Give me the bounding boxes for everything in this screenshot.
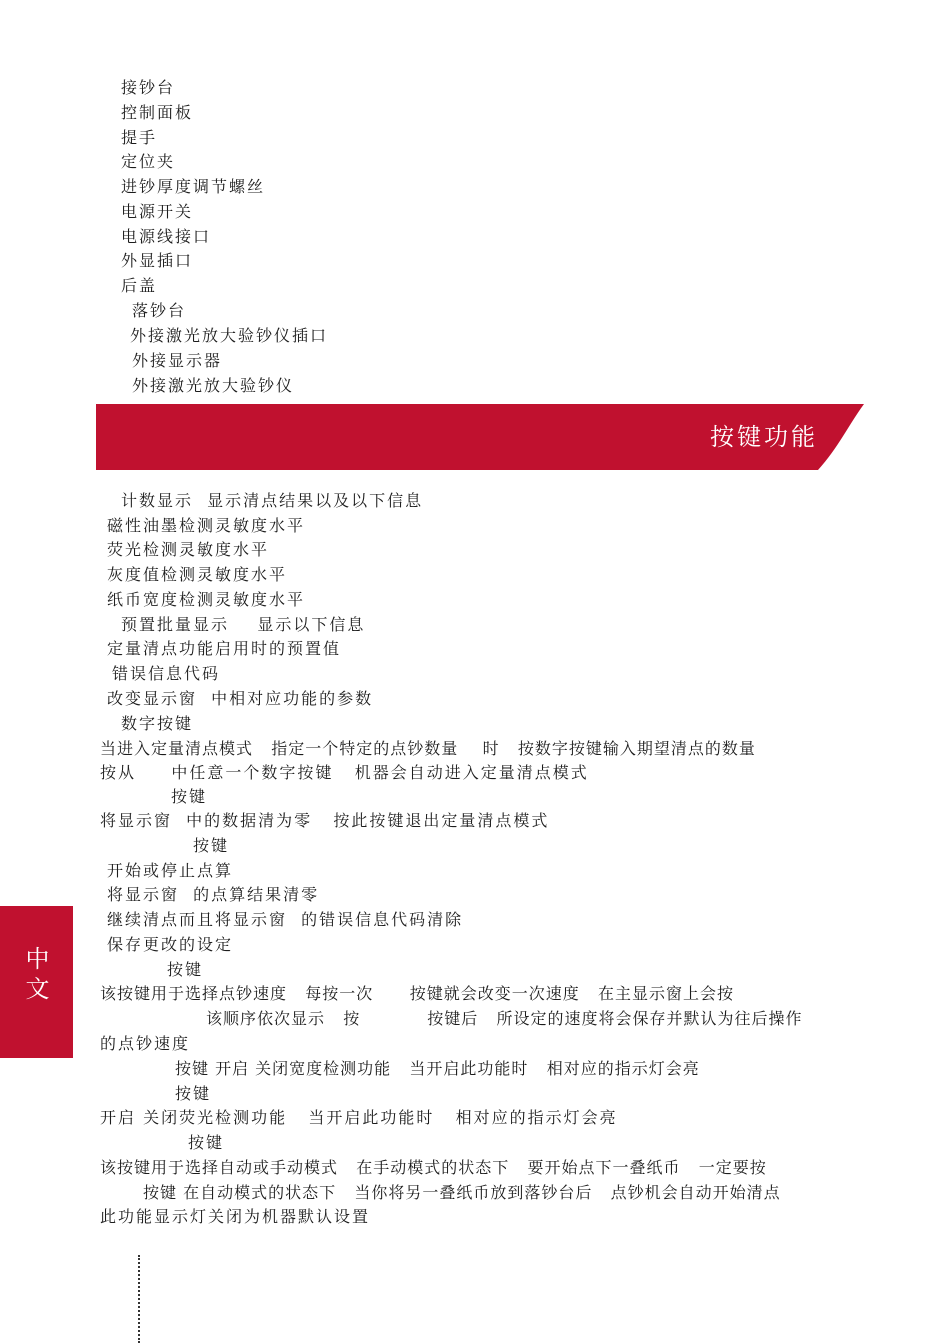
section-title: 按键功能 bbox=[710, 423, 818, 451]
function-line: 开始或停止点算 bbox=[107, 861, 234, 880]
part-item: 进钞厚度调节螺丝 bbox=[121, 177, 266, 196]
part-item: 接钞台 bbox=[121, 78, 176, 97]
function-line: 数字按键 bbox=[121, 714, 194, 733]
function-line: 荧光检测灵敏度水平 bbox=[107, 540, 270, 559]
function-line: 将显示窗 的点算结果清零 bbox=[107, 885, 320, 904]
part-item: 提手 bbox=[121, 128, 158, 147]
function-line: 按键 bbox=[188, 1133, 225, 1152]
part-item: 外接显示器 bbox=[132, 351, 223, 370]
function-line: 按键 开启 关闭宽度检测功能 当开启此功能时 相对应的指示灯会亮 bbox=[175, 1059, 700, 1078]
function-line: 当进入定量清点模式 指定一个特定的点钞数量 时 按数字按键输入期望清点的数量 bbox=[100, 739, 756, 758]
part-item: 后盖 bbox=[121, 276, 158, 295]
function-line: 按从 中任意一个数字按键 机器会自动进入定量清点模式 bbox=[100, 763, 589, 782]
function-line: 开启 关闭荧光检测功能 当开启此功能时 相对应的指示灯会亮 bbox=[100, 1108, 618, 1127]
function-line: 按键 在自动模式的状态下 当你将另一叠纸币放到落钞台后 点钞机会自动开始清点 bbox=[143, 1183, 781, 1202]
function-line: 灰度值检测灵敏度水平 bbox=[107, 565, 288, 584]
function-line: 按键 bbox=[175, 1084, 212, 1103]
function-line: 按键 bbox=[193, 836, 230, 855]
function-line: 计数显示 显示清点结果以及以下信息 bbox=[121, 491, 424, 510]
function-line: 按键 bbox=[167, 960, 204, 979]
function-line: 的点钞速度 bbox=[100, 1034, 191, 1053]
dotted-guide-line bbox=[138, 1255, 140, 1343]
part-item: 控制面板 bbox=[121, 103, 194, 122]
function-line: 该顺序依次显示 按 按键后 所设定的速度将会保存并默认为往后操作 bbox=[206, 1009, 803, 1028]
language-side-tab bbox=[0, 906, 73, 1058]
function-line: 改变显示窗 中相对应功能的参数 bbox=[107, 689, 374, 708]
function-line: 该按键用于选择自动或手动模式 在手动模式的状态下 要开始点下一叠纸币 一定要按 bbox=[100, 1158, 767, 1177]
function-line: 将显示窗 中的数据清为零 按此按键退出定量清点模式 bbox=[100, 811, 550, 830]
function-line: 磁性油墨检测灵敏度水平 bbox=[107, 516, 306, 535]
function-line: 该按键用于选择点钞速度 每按一次 按键就会改变一次速度 在主显示窗上会按 bbox=[100, 984, 735, 1003]
function-line: 定量清点功能启用时的预置值 bbox=[107, 639, 342, 658]
part-item: 电源开关 bbox=[121, 202, 194, 221]
part-item: 外显插口 bbox=[121, 251, 194, 270]
part-item: 落钞台 bbox=[132, 301, 187, 320]
part-item: 电源线接口 bbox=[121, 227, 212, 246]
function-line: 错误信息代码 bbox=[112, 664, 221, 683]
function-line: 预置批量显示 显示以下信息 bbox=[121, 615, 366, 634]
function-line: 此功能显示灯关闭为机器默认设置 bbox=[100, 1207, 371, 1226]
function-line: 保存更改的设定 bbox=[107, 935, 234, 954]
language-label: 中文 bbox=[21, 946, 49, 1006]
section-banner bbox=[96, 404, 864, 470]
function-line: 继续清点而且将显示窗 的错误信息代码清除 bbox=[107, 910, 464, 929]
function-line: 按键 bbox=[171, 787, 208, 806]
part-item: 外接激光放大验钞仪插口 bbox=[130, 326, 329, 345]
part-item: 定位夹 bbox=[121, 152, 176, 171]
function-line: 纸币宽度检测灵敏度水平 bbox=[107, 590, 306, 609]
part-item: 外接激光放大验钞仪 bbox=[132, 376, 295, 395]
